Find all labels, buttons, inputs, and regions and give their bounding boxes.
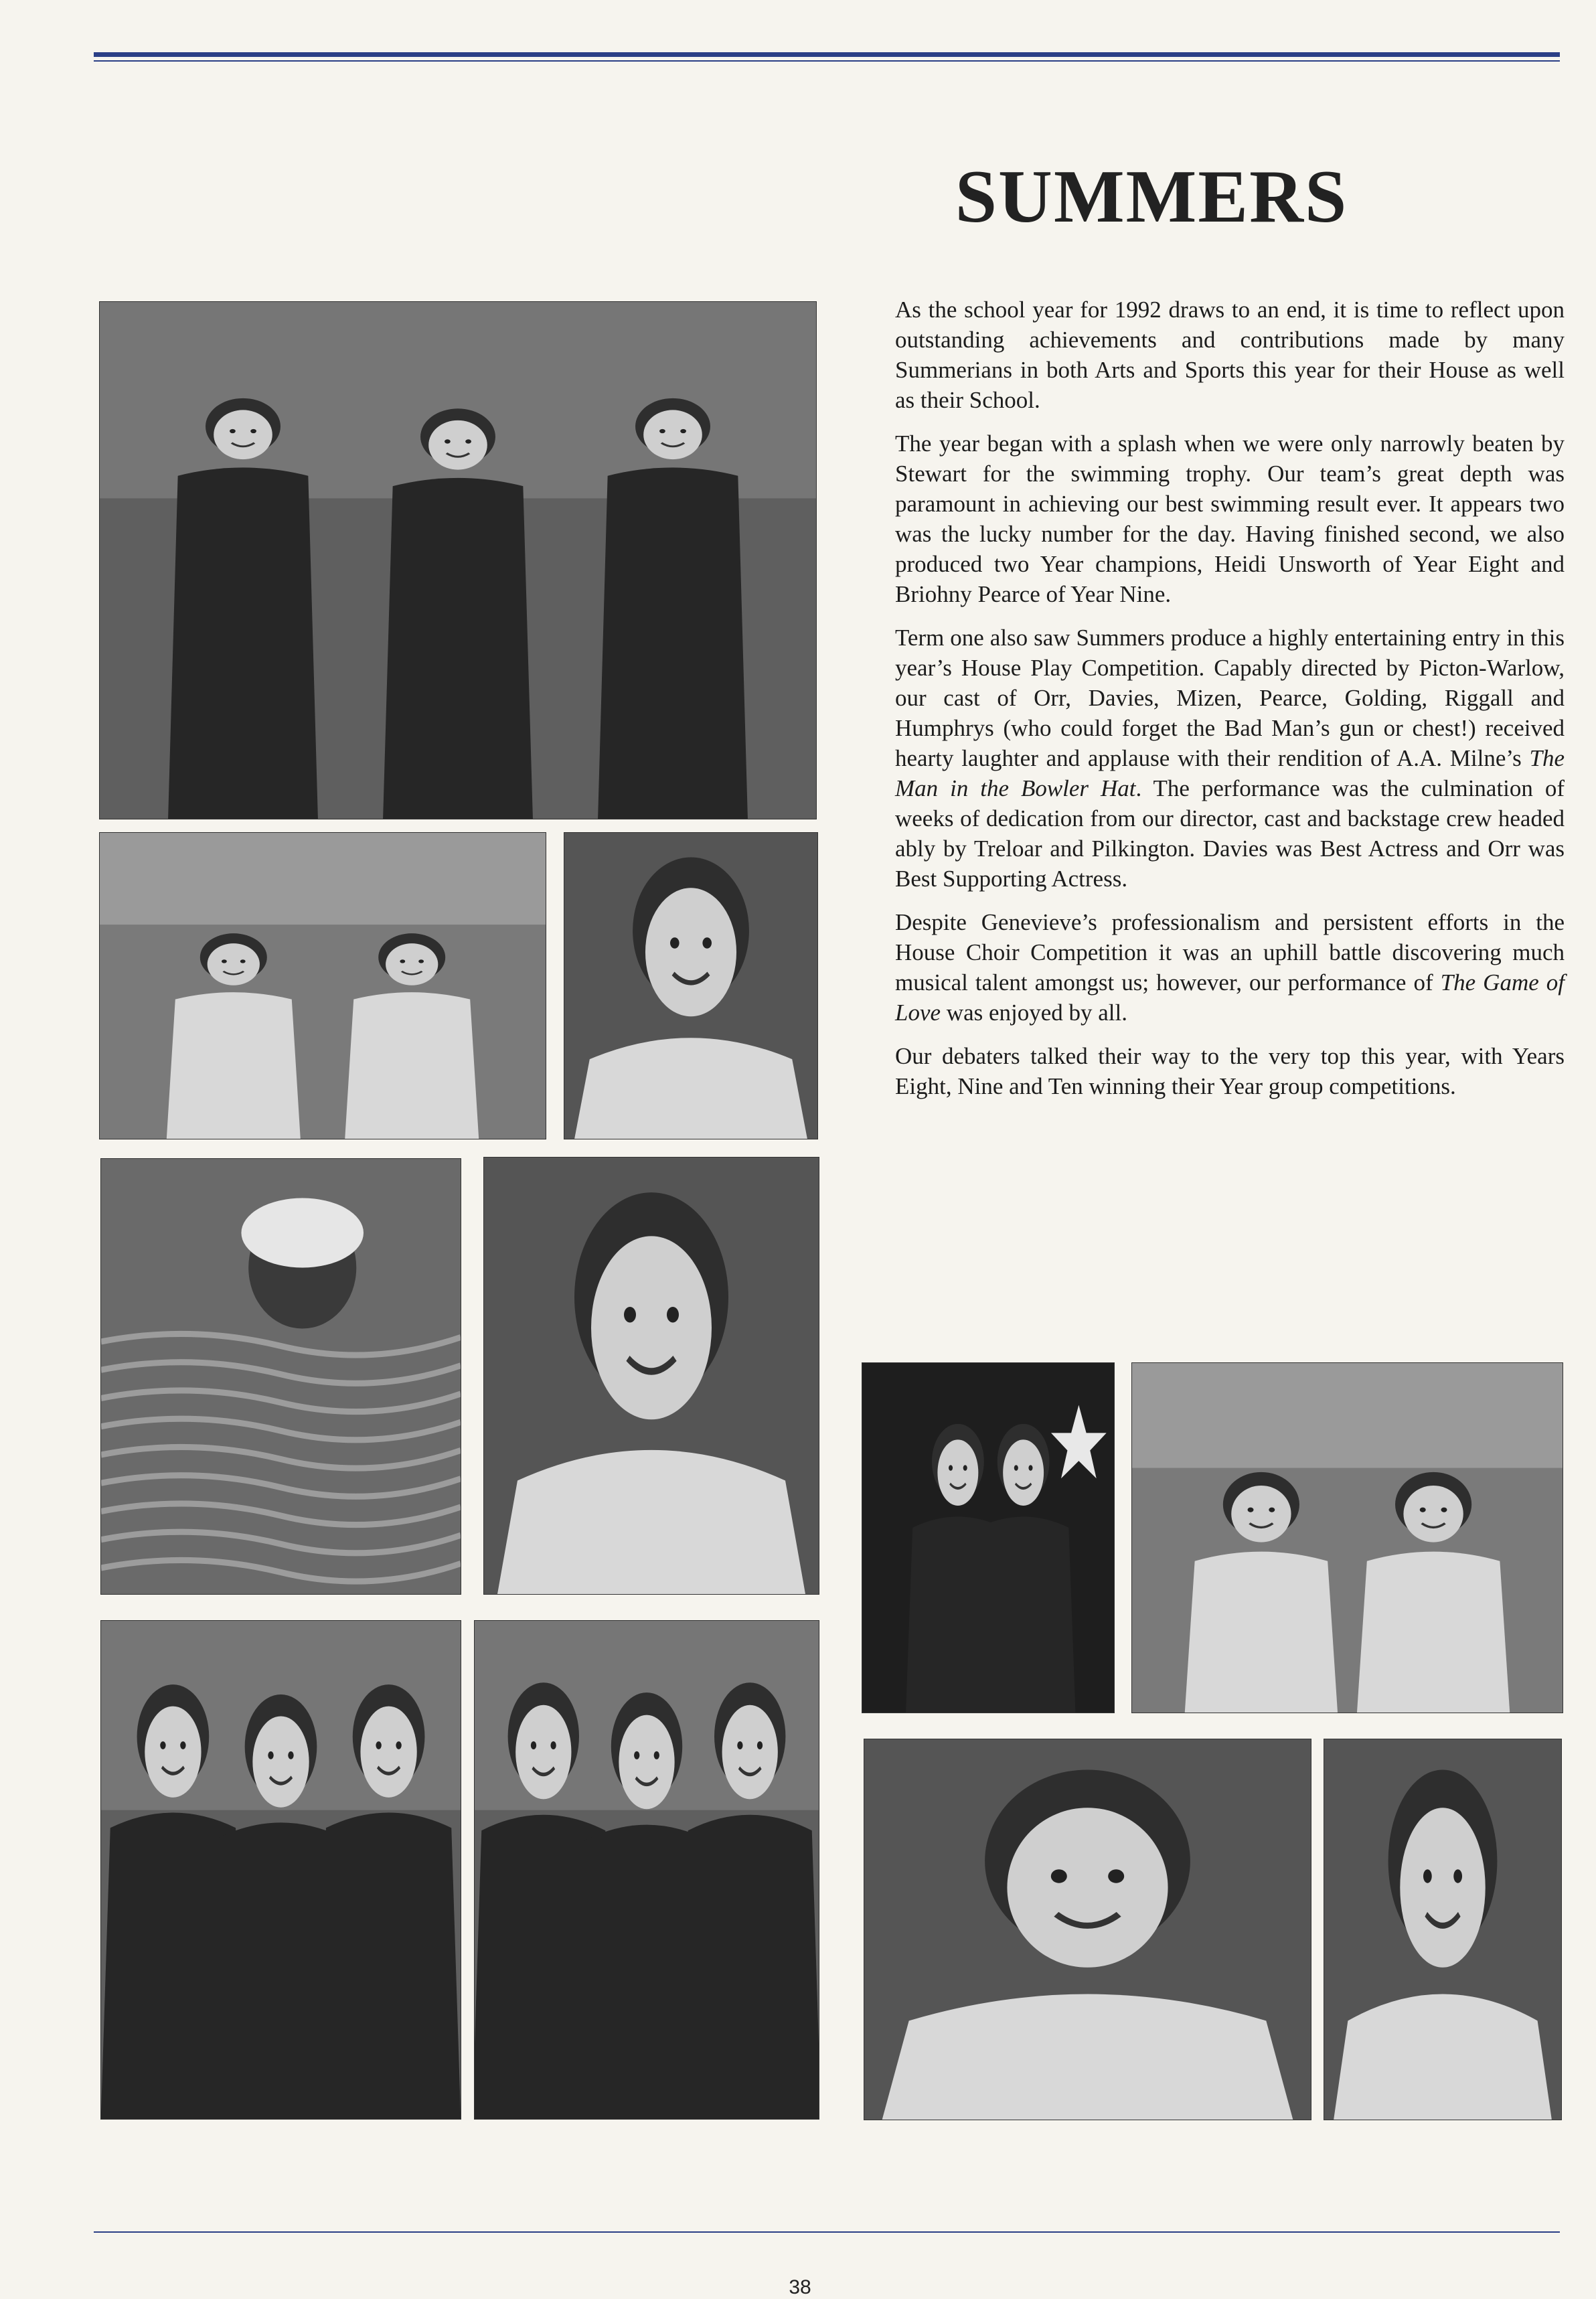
header-rule-thick	[94, 52, 1560, 57]
header-rule-thin	[94, 60, 1560, 62]
photo-massage-skit	[862, 1362, 1115, 1713]
italic-title-text: The Game of Love	[895, 969, 1565, 1026]
paragraph-text: The year began with a splash when we were only narrowly beaten by Stewart for the swimming trophy. Our team’s great depth was paramount in achieving our best swimming result ever. It appears two was the lucky number for the day. Having finished second, we also produced two Year champions, Heidi Unsworth of Year Eight and Briohny Pearce of Year Nine.	[895, 430, 1565, 607]
footer-rule	[94, 2231, 1560, 2233]
photo-two-girls-rugby-tops	[99, 832, 546, 1139]
photo-two-actresses-stage	[1131, 1362, 1563, 1713]
photo-graphic	[101, 1621, 461, 2119]
page-number: 38	[789, 2276, 811, 2298]
paragraph-debating	[895, 1041, 1565, 1101]
paragraph-text: Our debaters talked their way to the very top this year, with Years Eight, Nine and Ten winning their Year group competitions.	[895, 1043, 1565, 1099]
paragraph-text: Despite Genevieve’s professionalism and persistent efforts in the House Choir Competition it was an uphill battle discovering much musical talent amongst us; however, our performance of	[895, 909, 1565, 996]
paragraph-text: was enjoyed by all.	[941, 1000, 1128, 1026]
paragraph-swimming	[895, 428, 1565, 609]
paragraph-text: . The performance was the culmination of weeks of dedication from our director, cast and backstage crew headed ably by Treloar and Pilkington. Davies was Best Actress and Orr was Best Supporting Actress.	[895, 775, 1565, 892]
photo-house-captains	[99, 301, 817, 819]
photo-girl-polka-dot-dress	[483, 1157, 819, 1595]
photo-graphic	[862, 1363, 1114, 1713]
paragraph-text: As the school year for 1992 draws to an end, it is time to reflect upon outstanding achievements and contributions made by many Summerians in both Arts and Sports this year for their House as well as their School.	[895, 297, 1565, 413]
paragraph-house-play	[895, 623, 1565, 894]
photo-student-with-sock	[100, 1620, 461, 2120]
photo-graphic	[475, 1621, 819, 2119]
photo-graphic	[484, 1158, 819, 1594]
photo-girl-slogan-tshirt	[864, 1739, 1311, 2120]
photo-graphic	[100, 833, 546, 1139]
page-title: SUMMERS	[955, 155, 1348, 238]
photo-graphic	[101, 1159, 461, 1594]
photo-graphic	[864, 1739, 1311, 2120]
paragraph-intro	[895, 295, 1565, 415]
photo-swimmer	[100, 1158, 461, 1595]
photo-girl-drawn-moustache	[564, 832, 818, 1139]
paragraph-text: Term one also saw Summers produce a highly entertaining entry in this year’s House Play Competition. Capably directed by Picton-Warlow, our cast of Orr, Davies, Mizen, Pearce, Golding, Riggall and Humphrys (who could forget the Bad Man’s gun or chest!) received hearty laughter and applause with their rendition of A.A. Milne’s	[895, 625, 1565, 771]
photo-graphic	[1132, 1363, 1563, 1713]
photo-girl-smiling-collar	[1324, 1739, 1562, 2120]
photo-graphic	[100, 302, 816, 819]
paragraph-choir	[895, 907, 1565, 1028]
photo-students-face-paint	[474, 1620, 819, 2120]
italic-title-text: The Man in the Bowler Hat	[895, 745, 1565, 801]
article-body	[895, 295, 1565, 1115]
photo-graphic	[564, 833, 817, 1139]
photo-graphic	[1324, 1739, 1561, 2120]
